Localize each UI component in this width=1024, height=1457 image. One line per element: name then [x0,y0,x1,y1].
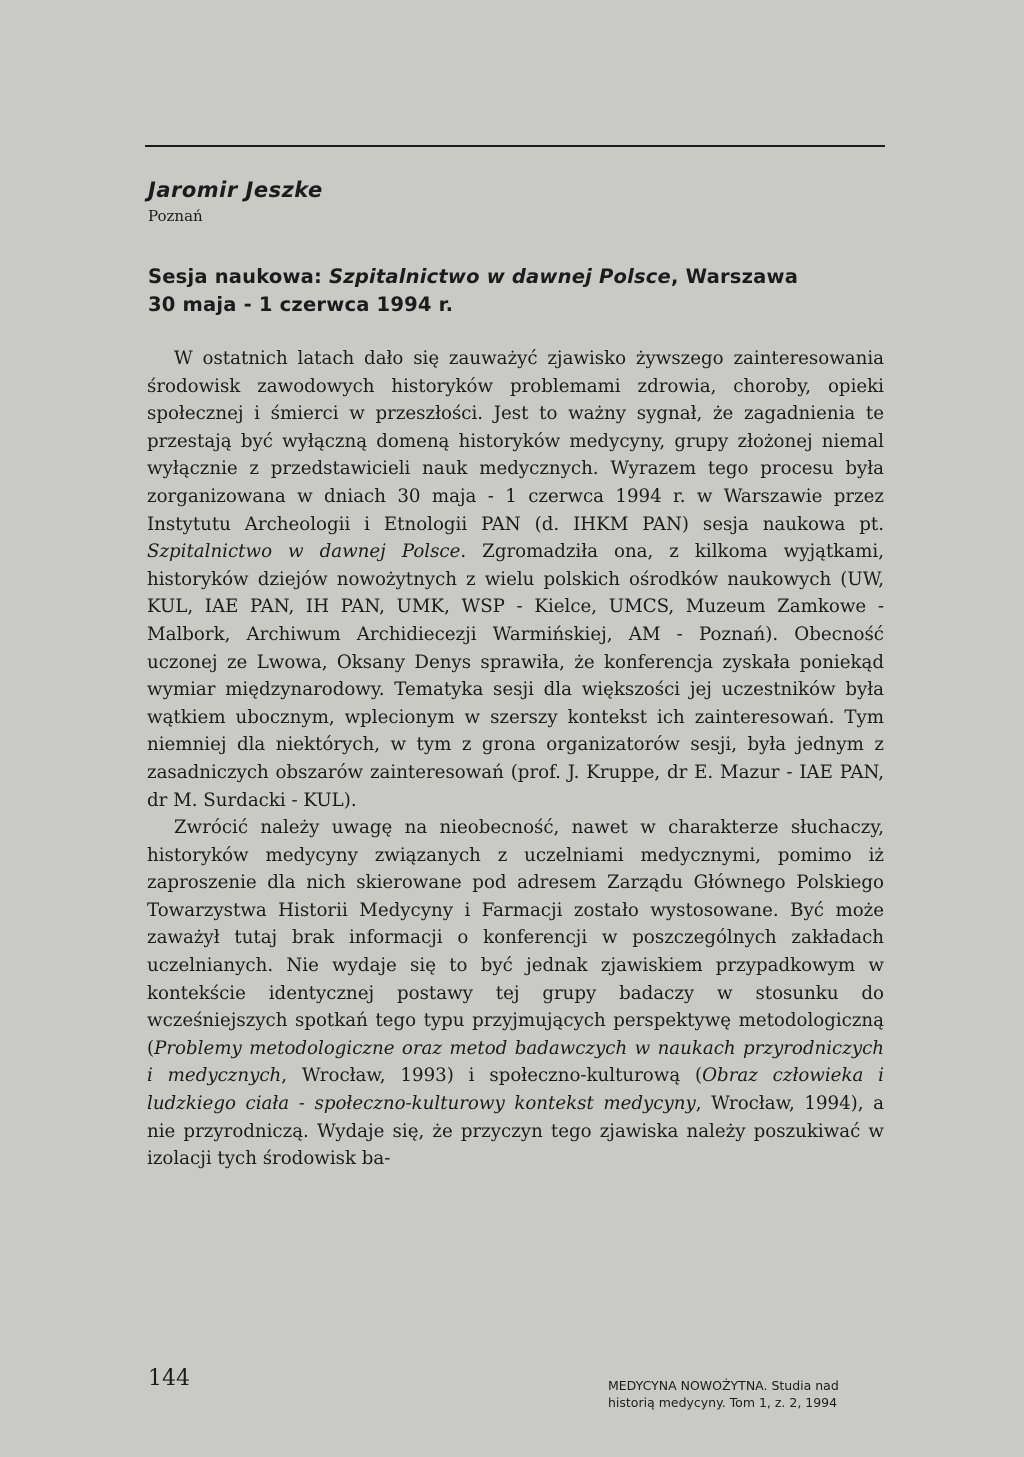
p1-italic-title: Szpitalnictwo w dawnej Polsce [147,541,461,563]
p2-italic-title-2: Obraz człowieka i ludzkiego ciała - społeczno-kulturowy kontekst medycyny [147,1065,884,1115]
title-suffix: , Warszawa [670,265,799,288]
p2-text-a: Zwrócić należy uwagę na nieobecność, nawet w charakterze słuchaczy, historyków medycyny związanych z uczelniami medycznymi, pomimo iż zaproszenie dla nich skierowane pod adresem Zarządu Głównego Polskiego Towarzystwa Historii Medycyny i Farmacji zostało wystosowane. Być może zaważył tutaj brak informacji o konferencji w poszczególnych zakładach uczelnianych. Nie wydaje się to być jednak zjawiskiem przypadkowym w kontekście identycznej postawy tej grupy badaczy w stosunku do wcześniejszych spotkań tego typu przyjmujących perspektywę metodologiczną ( [147,817,884,1059]
page-number: 144 [148,1366,190,1391]
article-title [148,263,888,319]
title-date: 30 maja - 1 czerwca 1994 r. [148,293,454,316]
title-prefix: Sesja naukowa: [148,265,330,288]
p2-text-c: , Wrocław, 1994), a nie przyrodniczą. Wydaje się, że przyczyn tego zjawiska należy poszukiwać w izolacji tych środowisk ba- [147,1093,884,1170]
p1-text-a: W ostatnich latach dało się zauważyć zjawisko żywszego zainteresowania środowisk zawodowych historyków problemami zdrowia, choroby, opieki społecznej i śmierci w przeszłości. Jest to ważny sygnał, że zagadnienia te przestają być wyłączną domeną historyków medycyny, grupy złożonej niemal wyłącznie z przedstawicieli nauk medycznych. Wyrazem tego procesu była zorganizowana w dniach 30 maja - 1 czerwca 1994 r. w Warszawie przez Instytutu Archeologii i Etnologii PAN (d. IHKM PAN) sesja naukowa pt. [147,348,884,535]
author-city: Poznań [148,207,203,225]
journal-line-2: historią medycyny. Tom 1, z. 2, 1994 [608,1395,838,1410]
p2-italic-title-1: Problemy metodologiczne oraz metod badawczych w naukach przyrodniczych i medycznych [147,1037,884,1087]
p2-text-b: , Wrocław, 1993) i społeczno-kulturową ( [281,1065,703,1087]
author-name: Jaromir Jeszke [148,178,323,202]
title-italic: Szpitalnictwo w dawnej Polsce [329,265,671,288]
paragraph-1 [147,345,884,814]
journal-line-1: MEDYCYNA NOWOŻYTNA. Studia nad [608,1378,839,1393]
p1-text-b: . Zgromadziła ona, z kilkoma wyjątkami, historyków dziejów nowożytnych z wielu polskich ośrodków naukowych (UW, KUL, IAE PAN, IH PAN, UMK, WSP - Kielce, UMCS, Muzeum Zamkowe - Malbork, Archiwum Archidiecezji Warmińskiej, AM - Poznań). Obecność uczonej ze Lwowa, Oksany Denys sprawiła, że konferencja zyskała poniekąd wymiar międzynarodowy. Tematyka sesji dla większości jej uczestników była wątkiem ubocznym, wplecionym w szerszy kontekst ich zainteresowań. Tym niemniej dla niektórych, w tym z grona organizatorów sesji, była jednym z zasadniczych obszarów zainteresowań (prof. J. Kruppe, dr E. Mazur - IAE PAN, dr M. Surdacki - KUL). [147,541,884,811]
article-body [147,345,884,1173]
top-rule [145,145,885,147]
paragraph-2 [147,814,884,1173]
journal-footer [608,1377,839,1411]
